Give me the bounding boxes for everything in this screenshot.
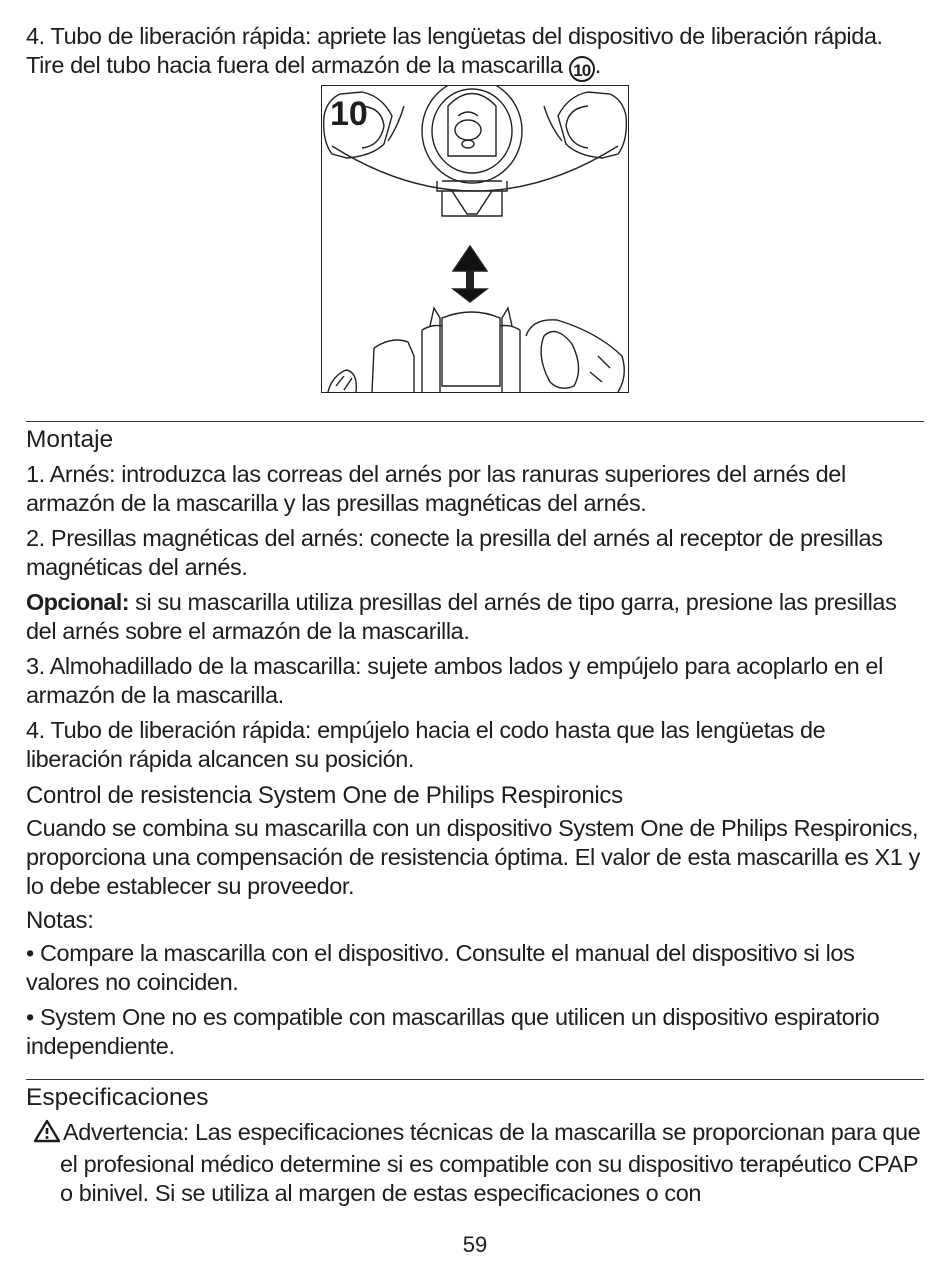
assembly-step-2: 2. Presillas magnéticas del arnés: conecte la presilla del arnés al receptor de presillas magnéticas del arnés. [26, 525, 883, 580]
specs-warning [26, 1118, 924, 1208]
note-item: • Compare la mascarilla con el dispositivo. Consulte el manual del dispositivo si los valores no coinciden. [26, 940, 855, 995]
warning-text: Advertencia: Las especificaciones técnicas de la mascarilla se proporcionan para que el profesional médico determine si es compatible con su dispositivo terapéutico CPAP o binivel. Si se utiliza al margen de estas especificaciones o con [60, 1119, 921, 1206]
assembly-step-1: 1. Arnés: introduzca las correas del arnés por las ranuras superiores del arnés del armazón de la mascarilla y las presillas magnéticas del arnés. [26, 461, 846, 516]
page-number: 59 [462, 1232, 488, 1257]
specs-heading: Especificaciones [26, 1084, 209, 1111]
warning-triangle-icon [33, 1119, 63, 1150]
intro-step-4-text: 4. Tubo de liberación rápida: apriete las lengüetas del dispositivo de liberación rápida. Tire del tubo hacia fuera del armazón de la mascarilla [26, 23, 883, 78]
quick-release-figure [321, 85, 629, 393]
figure-callout-label: 10 [330, 95, 368, 133]
assembly-step-4: 4. Tubo de liberación rápida: empújelo hacia el codo hasta que las lengüetas de liberación rápida alcancen su posición. [26, 717, 826, 772]
quick-release-illustration [322, 86, 628, 392]
document-page [26, 22, 924, 1208]
optional-text: si su mascarilla utiliza presillas del arnés de tipo garra, presione las presillas del arnés sobre el armazón de la mascarilla. [26, 589, 897, 644]
assembly-step-3: 3. Almohadillado de la mascarilla: sujete ambos lados y empújelo para acoplarlo en el armazón de la mascarilla. [26, 653, 883, 708]
section-divider [26, 1079, 924, 1080]
optional-label: Opcional: [26, 589, 129, 615]
resistance-text: Cuando se combina su mascarilla con un dispositivo System One de Philips Respironics, proporciona una compensación de resistencia óptima. El valor de esta mascarilla es X1 y lo debe establecer su proveedor. [26, 815, 920, 899]
resistance-heading: Control de resistencia System One de Philips Respironics [26, 782, 623, 809]
assembly-heading: Montaje [26, 426, 114, 453]
section-divider [26, 421, 924, 422]
note-item: • System One no es compatible con mascarillas que utilicen un dispositivo espiratorio independiente. [26, 1004, 880, 1059]
callout-number-badge: 10 [569, 56, 595, 82]
assembly-optional [26, 588, 924, 646]
intro-step-4 [26, 22, 924, 82]
notes-heading: Notas: [26, 907, 94, 934]
intro-end-punct: . [594, 52, 601, 78]
